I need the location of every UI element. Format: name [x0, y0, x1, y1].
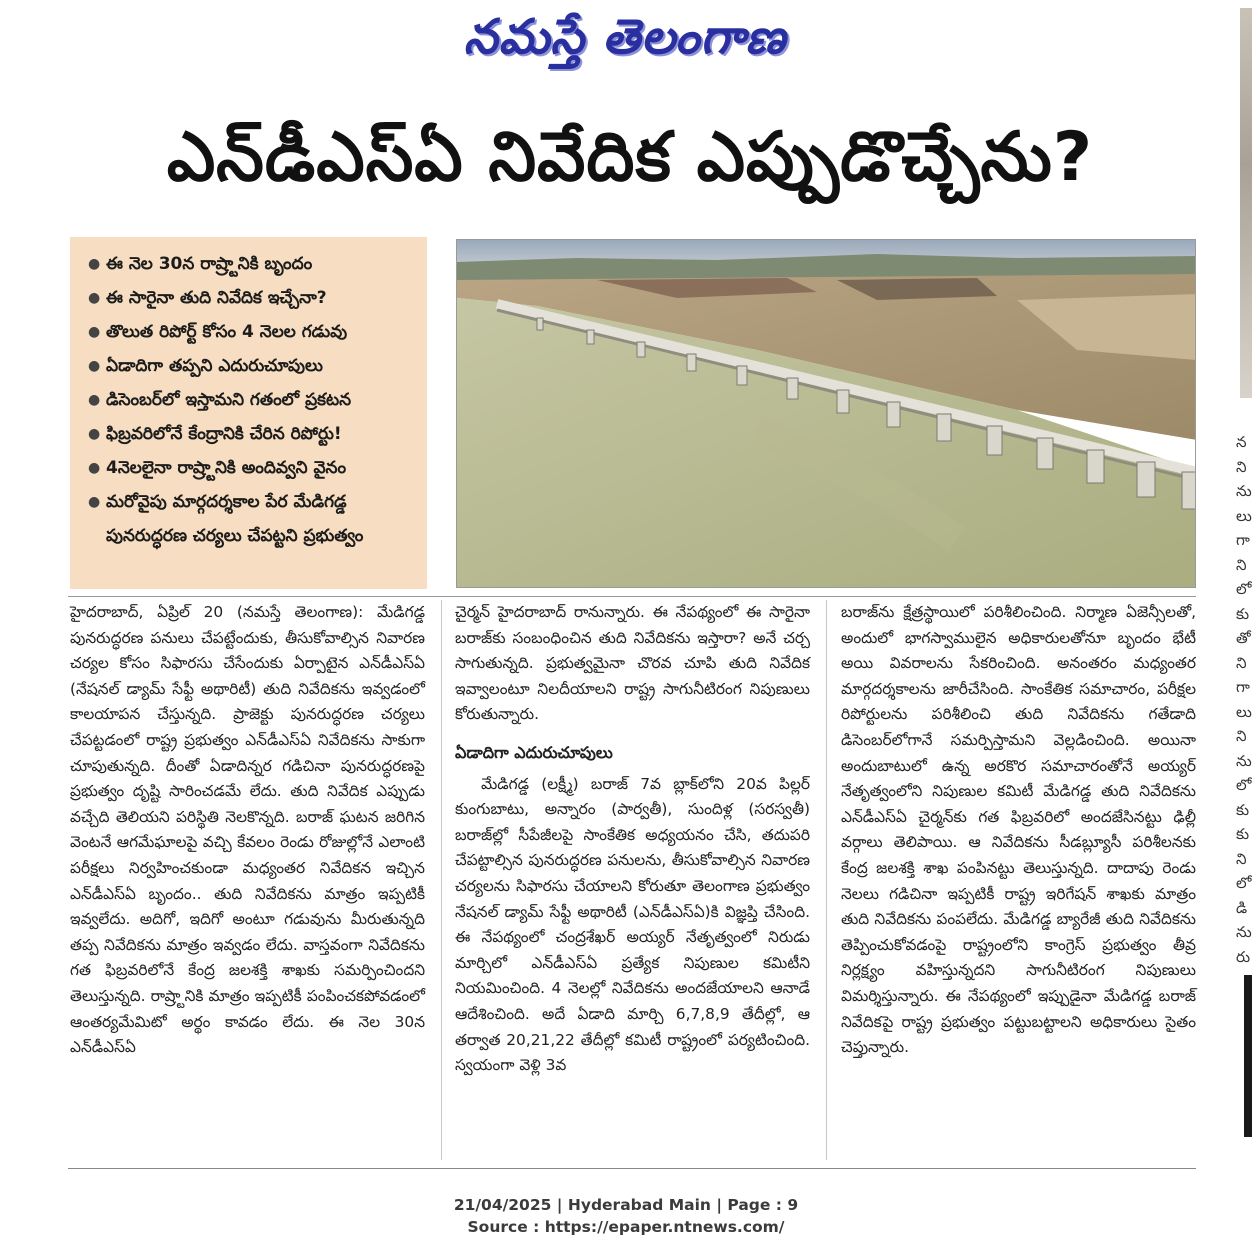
highlight-item: ● తొలుత రిపోర్ట్‌ కోసం 4 నెలల గడువు [88, 315, 417, 349]
footer-source[interactable]: Source : https://epaper.ntnews.com/ [467, 1218, 785, 1236]
masthead-logo-text: నమస్తే తెలంగాణ [463, 9, 787, 65]
highlight-item: ● ఏడాదిగా తప్పని ఎదురుచూపులు [88, 349, 417, 383]
highlights-box [70, 237, 427, 589]
article-column-3 [841, 600, 1196, 1061]
article-paragraph: మేడిగడ్డ (లక్ష్మీ) బరాజ్‌ 7వ బ్లాక్‌లోని 20వ పిల్లర్‌ కుంగుబాటు, అన్నారం (పార్వతీ), సుందిళ్ల (సరస్వతీ) బరాజ్‌ల్లో సీపేజీలపై సాంకేతిక అధ్యయనం చేసి, తదుపరి చేపట్టాల్సిన పునరుద్ధరణ పనులను, తీసుకోవాల్సిన నివారణ చర్యలను సిఫారసు చేయాలని కోరుతూ తెలంగాణ ప్రభుత్వం నేషనల్‌ డ్యామ్‌ సేఫ్టీ అథారిటీ (ఎన్‌డీఎస్‌ఏ)కి విజ్ఞప్తి చేసింది. ఈ నేపథ్యంలో చంద్రశేఖర్‌ అయ్యర్‌ నేతృత్వంలో నిరుడు మార్చిలో ఎన్‌డీఎస్‌ఏ ప్రత్యేక నిపుణుల కమిటీని నియమించింది. 4 నెలల్లో నివేదికను అందజేయాలని ఆనాడే ఆదేశించింది. అదే ఏడాది మార్చి 6,7,8,9 తేదీల్లో, ఆ తర్వాత 20,21,22 తేదీల్లో కమిటీ రాష్ట్రంలో పర్యటించింది. స్వయంగా వెళ్లి 3వ [455, 774, 810, 1075]
bullet-icon: ● [88, 256, 101, 272]
adjacent-page-image-edge [1240, 8, 1252, 398]
footer [0, 1194, 1252, 1238]
article-paragraph: హైదరాబాద్‌, ఏప్రిల్‌ 20 (నమస్తే తెలంగాణ): మేడిగడ్డ పునరుద్ధరణ పనులు చేపట్టేందుకు, తీసుకోవాల్సిన నివారణ చర్యల కోసం సిఫారసు చేసేందుకు ఏర్పాటైన ఎన్‌డీఎస్‌ఏ (నేషనల్‌ డ్యామ్‌ సేఫ్టీ అథారిటీ) తుది నివేదికను ఇవ్వడంలో కాలయాపన చేస్తున్నది. ప్రాజెక్టు పునరుద్ధరణ చర్యలు చేపట్టడంలో రాష్ట్ర ప్రభుత్వం ఎన్‌డీఎస్‌ఏ నివేదికను సాకుగా చూపుతున్నది. దీంతో ఏడాదిన్నర గడిచినా పునరుద్ధరణపై ప్రభుత్వం దృష్టి సారించడమే లేదు. తుది నివేదిక ఎప్పుడు వచ్చేది తెలియని పరిస్థితి నెలకొన్నది. బరాజ్‌ ఘటన జరిగిన వెంటనే ఆగమేఘాలపై వచ్చి కేవలం రెండు రోజుల్లోనే ఎలాంటి పరీక్షలు నిర్వహించకుండా మధ్యంతర నివేదికన ఇచ్చిన ఎన్‌డీఎస్‌ఏ బృందం.. తుది నివేదికను మాత్రం ఇప్పటికీ ఇవ్వలేదు. అదిగో, ఇదిగో అంటూ గడువును మీరుతున్నది తప్ప నివేదికను మాత్రం ఇవ్వడం లేదు. వాస్తవంగా నివేదికను గత ఫిబ్రవరిలోనే కేంద్ర జలశక్తి శాఖకు సమర్పించిందని తెలుస్తున్నది. రాష్ర్టానికి మాత్రం ఇప్పటికీ పంపించకపోవడంలో ఆంతర్యమేమిటో అర్థం కావడం లేదు. ఈ నెల 30న ఎన్‌డీఎస్‌ఏ [70, 603, 425, 1057]
bullet-icon: ● [88, 494, 101, 510]
bullet-icon: ● [88, 324, 101, 340]
barrage-photo-illustration [457, 240, 1196, 588]
highlight-item: ● మరోవైపు మార్గదర్శకాల పేర మేడిగడ్డ పునరుద్ధరణ చర్యలు చేపట్టని ప్రభుత్వం [88, 485, 417, 553]
article-paragraph: చైర్మన్‌ హైదరాబాద్‌ రానున్నారు. ఈ నేపథ్యంలో ఈ సారైనా బరాజ్‌కు సంబంధించిన తుది నివేదికను ఇస్తారా? అనే చర్చ సాగుతున్నది. ప్రభుత్వమైనా చొరవ చూపి తుది నివేదిక ఇవ్వాలంటూ నిలదీయాలని రాష్ట్ర సాగునీటిరంగ నిపుణులు కోరుతున్నారు. [455, 603, 810, 724]
bullet-icon: ● [88, 426, 101, 442]
column-divider [441, 600, 442, 1160]
column-divider [826, 600, 827, 1160]
barrage-aerial-photo [456, 239, 1196, 588]
footer-date-edition: 21/04/2025 | Hyderabad Main | Page : 9 [453, 1196, 799, 1214]
masthead [380, 8, 870, 78]
footer-divider [68, 1168, 1196, 1169]
adjacent-article-edge: న ని ను లు గా ని లో కు తో ని గా లు ని ను లో కు కు ని లో డి ను రు [1236, 433, 1252, 966]
article-column-2 [455, 600, 810, 1079]
highlight-item: ● ఈ సారైనా తుది నివేదిక ఇచ్చేనా? [88, 281, 417, 315]
adjacent-page-bar [1244, 975, 1252, 1137]
highlight-item: ● ఫిబ్రవరిలోనే కేంద్రానికి చేరిన రిపోర్టు! [88, 417, 417, 451]
bullet-icon: ● [88, 460, 101, 476]
headline: ఎన్‌డీఎస్‌ఏ నివేదిక ఎప్పుడొచ్చేను? [166, 117, 1094, 197]
highlight-item: ● డిసెంబర్‌లో ఇస్తామని గతంలో ప్రకటన [88, 383, 417, 417]
article-paragraph: బరాజ్‌ను క్షేత్రస్థాయిలో పరిశీలించింది. నిర్మాణ ఏజెన్సీలతో, అందులో భాగస్వాములైన అధికారులతోనూ బృందం భేటీ అయి వివరాలను సేకరించింది. అనంతరం మధ్యంతర మార్గదర్శకాలను జారీచేసింది. సాంకేతిక సమాచారం, పరీక్షల రిపోర్టులను పరిశీలించి తుది నివేదికను గతేడాది డిసెంబర్‌లోగానే సమర్పిస్తామని వెల్లడించింది. అయినా అందుబాటులో ఉన్న అరకొర సమాచారంతోనే అయ్యర్‌ నేతృత్వంలోని నిపుణుల కమిటీ మేడిగడ్డ తుది నివేదికను ఎన్‌డీఎస్‌ఏ చైర్మన్‌కు గత ఫిబ్రవరిలో అందజేసినట్టు ఢిల్లీ వర్గాలు తెలిపాయి. ఆ నివేదికను సీడబ్ల్యూసీ పరిశీలనకు కేంద్ర జలశక్తి శాఖ పంపినట్టు తెలుస్తున్నది. దాదాపు రెండు నెలలు గడిచినా ఇప్పటికీ రాష్ట్ర ఇరిగేషన్‌ శాఖకు మాత్రం తుది నివేదికను పంపలేదు. మేడిగడ్డ బ్యారేజీ తుది నివేదికను తెప్పించుకోవడంపై రాష్ట్రంలోని కాంగ్రెస్‌ ప్రభుత్వం తీవ్ర నిర్లక్ష్యం వహిస్తున్నదని సాగునీటిరంగ నిపుణులు విమర్శిస్తున్నారు. ఈ నేపథ్యంలో ఇప్పుడైనా మేడిగడ్డ బరాజ్‌ నివేదికపై రాష్ట్ర ప్రభుత్వం పట్టుబట్టాలని అధికారులు సైతం చెప్తున్నారు. [841, 603, 1196, 1057]
article-column-1 [70, 600, 425, 1061]
article-subheading: ఏడాదిగా ఎదురుచూపులు [455, 742, 613, 762]
divider [68, 596, 1196, 597]
bullet-icon: ● [88, 392, 101, 408]
bullet-icon: ● [88, 290, 101, 306]
bullet-icon: ● [88, 358, 101, 374]
highlight-item: ● ఈ నెల 30న రాష్ర్టానికి బృందం [88, 247, 417, 281]
highlight-item: ● 4నెలలైనా రాష్ర్టానికి అందివ్వని వైనం [88, 451, 417, 485]
